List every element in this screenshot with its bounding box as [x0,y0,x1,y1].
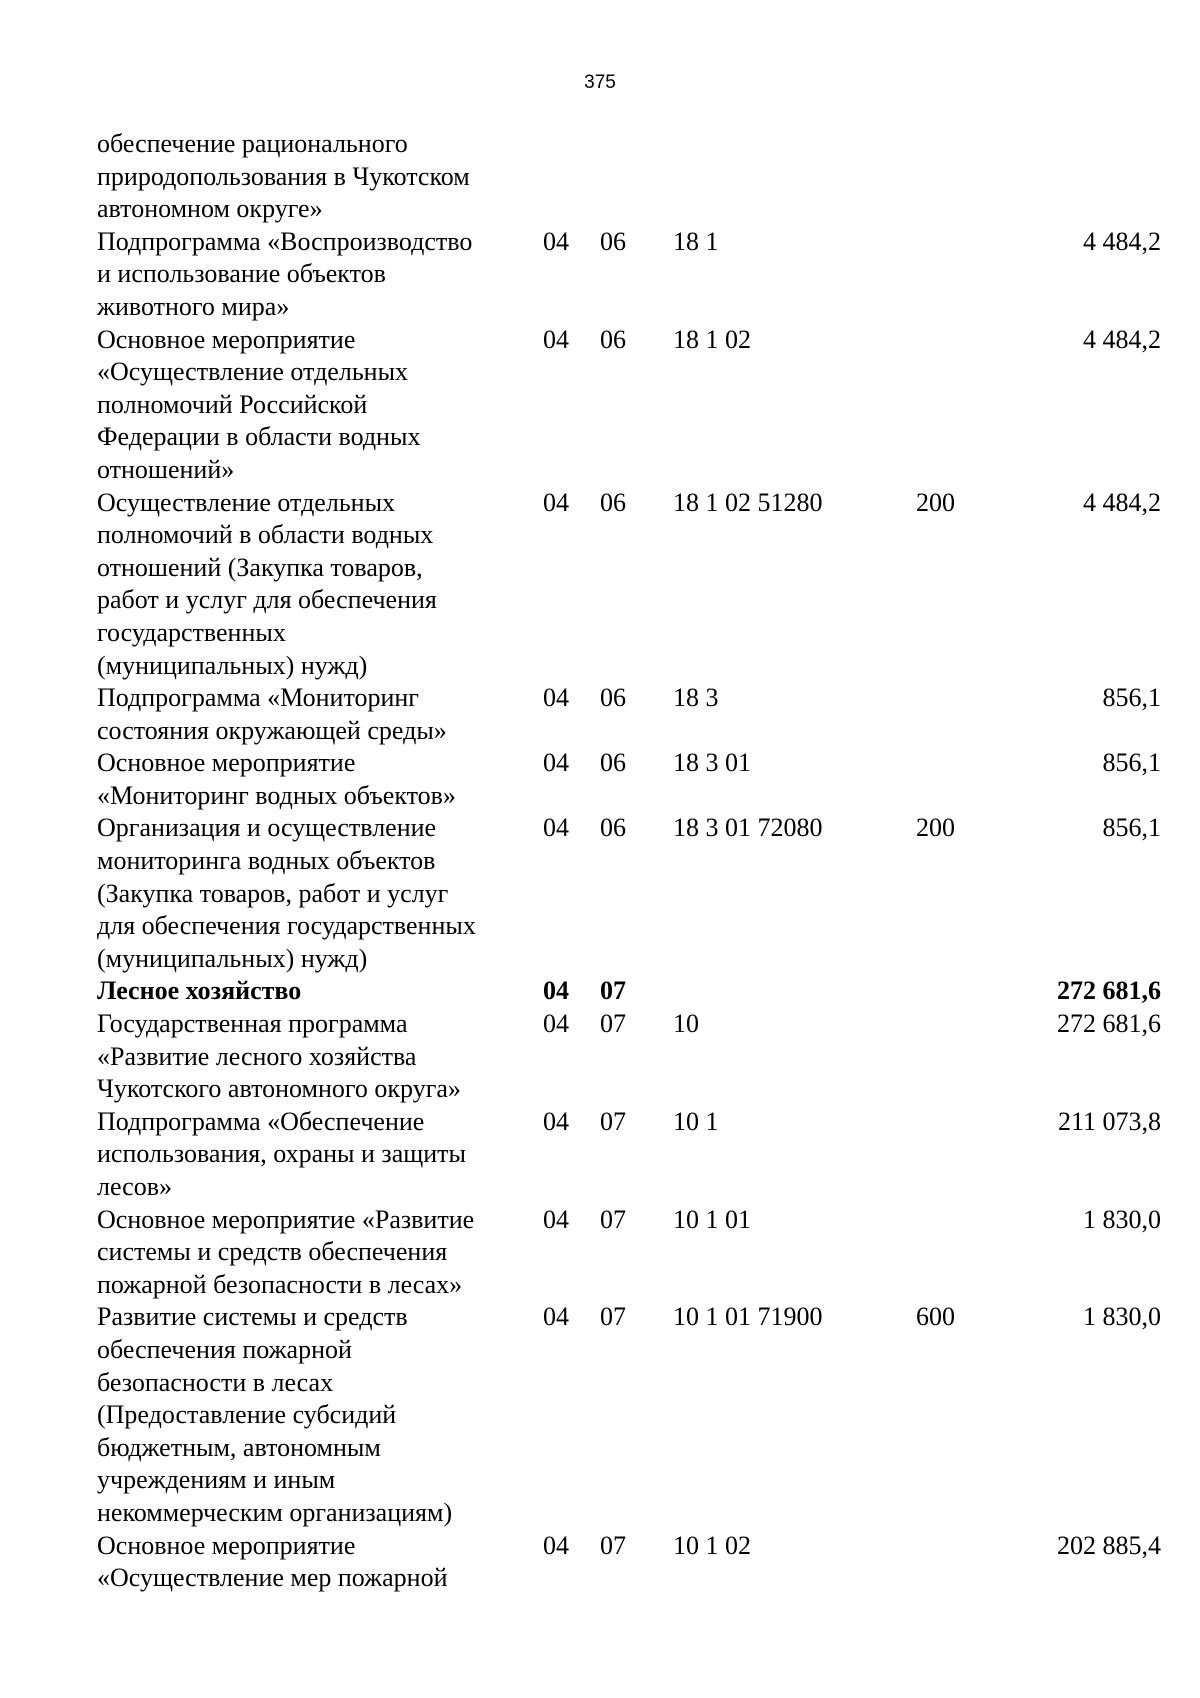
row-amount: 211 073,8 [1057,1106,1161,1136]
row-expense-type-code [916,1204,1011,1302]
row-section-code: 04 [543,324,569,354]
row-target-article-code [673,128,916,226]
row-amount: 272 681,6 [1057,976,1161,1006]
row-subsection-code: 06 [600,487,626,517]
row-target-article-code: 18 1 02 [673,324,751,354]
row-section-code: 04 [543,813,569,843]
row-name: Развитие системы и средств обеспечения пожарной безопасности в лесах (Предоставление субсидий бюджетным, автономным учреждениям и иным некоммерческим организациям) [97,1302,453,1527]
row-name: Осуществление отдельных полномочий в области водных отношений (Закупка товаров, работ и услуг для обеспечения государственных (муниципальных) нужд) [97,487,437,680]
row-section-code: 04 [543,1530,569,1560]
row-subsection-code: 07 [600,976,626,1006]
row-amount: 856,1 [1102,683,1161,713]
table-row [97,682,1161,747]
table-row [97,1301,1161,1529]
table-row [97,812,1161,975]
row-expense-type-code: 200 [916,487,955,517]
row-amount: 4 484,2 [1083,487,1161,517]
row-amount: 856,1 [1102,748,1161,778]
row-subsection-code: 07 [600,1204,626,1234]
row-target-article-code: 10 1 01 71900 [673,1302,823,1332]
row-section-code [543,128,600,226]
row-target-article-code: 10 1 01 [673,1204,751,1234]
row-name: обеспечение рационального природопользования в Чукотском автономном округе» [97,129,470,224]
row-section-code: 04 [543,1204,569,1234]
row-expense-type-code [916,226,1011,324]
row-subsection-code: 06 [600,813,626,843]
row-subsection-code: 07 [600,1009,626,1039]
row-section-code: 04 [543,1009,569,1039]
row-target-article-code: 18 1 [673,226,719,256]
row-name: Организация и осуществление мониторинга водных объектов (Закупка товаров, работ и услуг для обеспечения государственных (муниципальных) нужд) [97,813,476,973]
row-subsection-code: 07 [600,1302,626,1332]
row-section-code: 04 [543,487,569,517]
row-section-code: 04 [543,683,569,713]
row-expense-type-code: 600 [916,1302,955,1332]
row-name: Подпрограмма «Воспроизводство и использование объектов животного мира» [97,226,473,321]
row-expense-type-code [916,324,1011,487]
row-expense-type-code [916,128,1011,226]
row-amount: 4 484,2 [1083,226,1161,256]
table-row [97,1204,1161,1302]
row-name: Основное мероприятие «Мониторинг водных объектов» [97,748,456,810]
budget-table [97,128,1161,1595]
row-target-article-code: 10 1 02 [673,1530,751,1560]
row-target-article-code: 18 3 01 [673,748,751,778]
row-name: Основное мероприятие «Осуществление отдельных полномочий Российской Федерации в области водных отношений» [97,324,421,484]
table-row [97,1106,1161,1204]
row-target-article-code: 18 3 01 72080 [673,813,823,843]
row-name: Подпрограмма «Мониторинг состояния окружающей среды» [97,683,447,745]
row-target-article-code [673,975,916,1008]
table-row [97,975,1161,1008]
row-expense-type-code [916,747,1011,812]
row-subsection-code: 07 [600,1530,626,1560]
row-section-code: 04 [543,976,569,1006]
row-expense-type-code: 200 [916,813,955,843]
row-expense-type-code [916,1008,1011,1106]
row-section-code: 04 [543,226,569,256]
row-subsection-code: 06 [600,748,626,778]
row-expense-type-code [916,1530,1011,1595]
row-amount: 856,1 [1102,813,1161,843]
table-row [97,226,1161,324]
table-row [97,487,1161,683]
row-target-article-code: 10 [673,1009,699,1039]
table-row [97,747,1161,812]
row-subsection-code: 06 [600,683,626,713]
row-name: Основное мероприятие «Развитие системы и средств обеспечения пожарной безопасности в лесах» [97,1204,475,1299]
row-expense-type-code [916,682,1011,747]
page-number: 375 [584,72,616,93]
row-target-article-code: 18 3 [673,683,719,713]
row-name: Основное мероприятие «Осуществление мер пожарной [97,1530,448,1593]
row-section-code: 04 [543,748,569,778]
row-section-code: 04 [543,1302,569,1332]
table-row [97,128,1161,226]
row-amount: 1 830,0 [1083,1204,1161,1234]
table-row [97,1530,1161,1595]
row-name: Подпрограмма «Обеспечение использования, охраны и защиты лесов» [97,1106,467,1201]
budget-table-body [97,128,1161,1595]
row-amount [1011,128,1161,226]
row-expense-type-code [916,1106,1011,1204]
row-subsection-code: 06 [600,324,626,354]
table-row [97,1008,1161,1106]
row-name: Государственная программа «Развитие лесного хозяйства Чукотского автономного округа» [97,1009,461,1104]
row-section-code: 04 [543,1106,569,1136]
row-amount: 202 885,4 [1057,1530,1161,1560]
row-amount: 4 484,2 [1083,324,1161,354]
row-subsection-code [600,128,673,226]
row-expense-type-code [916,975,1011,1008]
table-row [97,324,1161,487]
row-target-article-code: 10 1 [673,1106,719,1136]
row-amount: 272 681,6 [1057,1009,1161,1039]
row-name: Лесное хозяйство [97,976,302,1006]
row-subsection-code: 06 [600,226,626,256]
row-subsection-code: 07 [600,1106,626,1136]
row-amount: 1 830,0 [1083,1302,1161,1332]
row-target-article-code: 18 1 02 51280 [673,487,823,517]
